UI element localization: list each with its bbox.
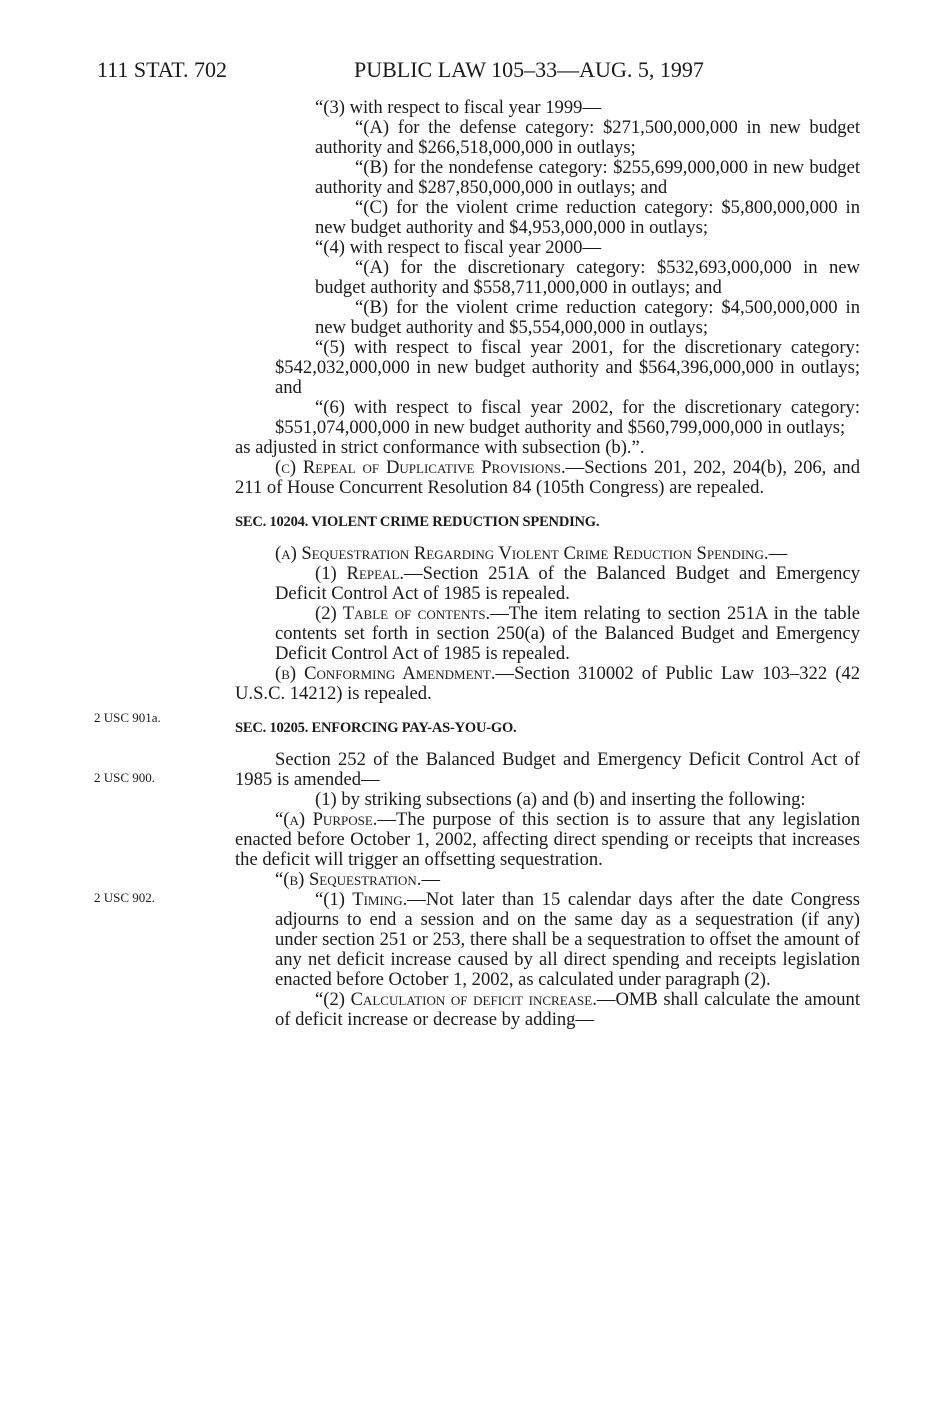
paragraph-repeal — [235, 564, 860, 604]
body-text — [235, 98, 860, 1030]
paragraph-striking: (1) by striking subsections (a) and (b) and inserting the following: — [315, 789, 806, 810]
paragraph-fy2000: “(4) with respect to fiscal year 2000— — [315, 237, 602, 258]
paragraph-sequestration-violent — [235, 544, 860, 564]
subsection-heading: (a) Sequestration Regarding Violent Crime Reduction Spending. — [275, 543, 769, 564]
section-heading-10205: SEC. 10205. ENFORCING PAY-AS-YOU-GO. — [235, 720, 517, 736]
section-heading-10204: SEC. 10204. VIOLENT CRIME REDUCTION SPENDING. — [235, 514, 600, 530]
margin-note-2-usc-902: 2 USC 902. — [94, 890, 156, 905]
paragraph-purpose — [235, 810, 860, 870]
subsection-text: —Section 310002 of Public Law 103–322 (42 U.S.C. 14212) is repealed. — [235, 663, 861, 704]
paragraph-discretionary-2000: “(A) for the discretionary category: $532,693,000,000 in new budget authority and $558,711,000,000 in outlays; and — [315, 257, 860, 298]
paragraph-repeal-duplicative — [235, 458, 860, 498]
paragraph-conforming-amendment — [235, 664, 860, 704]
subsection-heading: “(1) Timing. — [315, 889, 408, 910]
subsection-heading: (2) Table of contents. — [315, 603, 491, 624]
paragraph-nondefense: “(B) for the nondefense category: $255,699,000,000 in new budget authority and $287,850,000,000 in outlays; and — [315, 157, 860, 198]
subsection-heading: “(2) Calculation of deficit increase. — [315, 989, 597, 1010]
subsection-text: —The purpose of this section is to assure that any legislation enacted before October 1, 2002, affecting direct spending or receipts that increases the deficit will trigger an offsetting sequestration. — [235, 809, 860, 870]
subsection-text: —Sections 201, 202, 204(b), 206, and 211 of House Concurrent Resolution 84 (105th Congress) are repealed. — [235, 457, 860, 498]
paragraph-fy2002: “(6) with respect to fiscal year 2002, for the discretionary category: $551,074,000,000 in new budget authority and $560,799,000,000 in outlays; — [275, 397, 860, 438]
subsection-heading: “(a) Purpose. — [275, 809, 378, 830]
paragraph-violent-crime-1999: “(C) for the violent crime reduction category: $5,800,000,000 in new budget authority and $4,953,000,000 in outlays; — [315, 197, 860, 238]
paragraph-violent-crime-2000: “(B) for the violent crime reduction category: $4,500,000,000 in new budget authority and $5,554,000,000 in outlays; — [315, 297, 860, 338]
subsection-text: —OMB shall calculate the amount of deficit increase or decrease by adding— — [275, 989, 860, 1030]
margin-note-2-usc-900: 2 USC 900. — [94, 770, 156, 785]
paragraph-fy2001: “(5) with respect to fiscal year 2001, for the discretionary category: $542,032,000,000 in new budget authority and $564,396,000,000 in outlays; and — [275, 337, 860, 398]
subsection-text: —Not later than 15 calendar days after the date Congress adjourns to end a session and on the same day as a sequestration (if any) under section 251 or 253, there shall be a sequestration to offset the amount of any net deficit increase caused by all direct spending and receipts legislation enacted before October 1, 2002, as calculated under paragraph (2). — [275, 889, 861, 990]
paragraph-defense: “(A) for the defense category: $271,500,000,000 in new budget authority and $266,518,000,000 in outlays; — [315, 117, 860, 158]
subsection-heading: “(b) Sequestration. — [275, 869, 422, 890]
paragraph-sequestration — [235, 870, 860, 890]
subsection-text: — — [768, 543, 788, 564]
paragraph-timing — [235, 890, 860, 990]
subsection-heading: (b) Conforming Amendment. — [275, 663, 496, 684]
paragraph-table-of-contents — [235, 604, 860, 664]
paragraph-as-adjusted: as adjusted in strict conformance with subsection (b).”. — [235, 437, 645, 458]
paragraph-fy1999: “(3) with respect to fiscal year 1999— — [315, 97, 602, 118]
subsection-text: — — [421, 869, 441, 890]
paragraph-calculation — [235, 990, 860, 1030]
subsection-heading: (1) Repeal. — [315, 563, 405, 584]
running-header: PUBLIC LAW 105–33—AUG. 5, 1997 — [354, 57, 704, 82]
subsection-text: —Section 251A of the Balanced Budget and Emergency Deficit Control Act of 1985 is repealed. — [275, 563, 860, 604]
stat-page-number: 111 STAT. 702 — [97, 57, 228, 82]
margin-note-2-usc-901a: 2 USC 901a. — [94, 710, 161, 725]
paragraph-section-252: Section 252 of the Balanced Budget and Emergency Deficit Control Act of 1985 is amended— — [235, 749, 860, 790]
subsection-heading: (c) Repeal of Duplicative Provisions. — [275, 457, 566, 478]
subsection-text: —The item relating to section 251A in the table contents set forth in section 250(a) of the Balanced Budget and Emergency Deficit Control Act of 1985 is repealed. — [275, 603, 860, 664]
